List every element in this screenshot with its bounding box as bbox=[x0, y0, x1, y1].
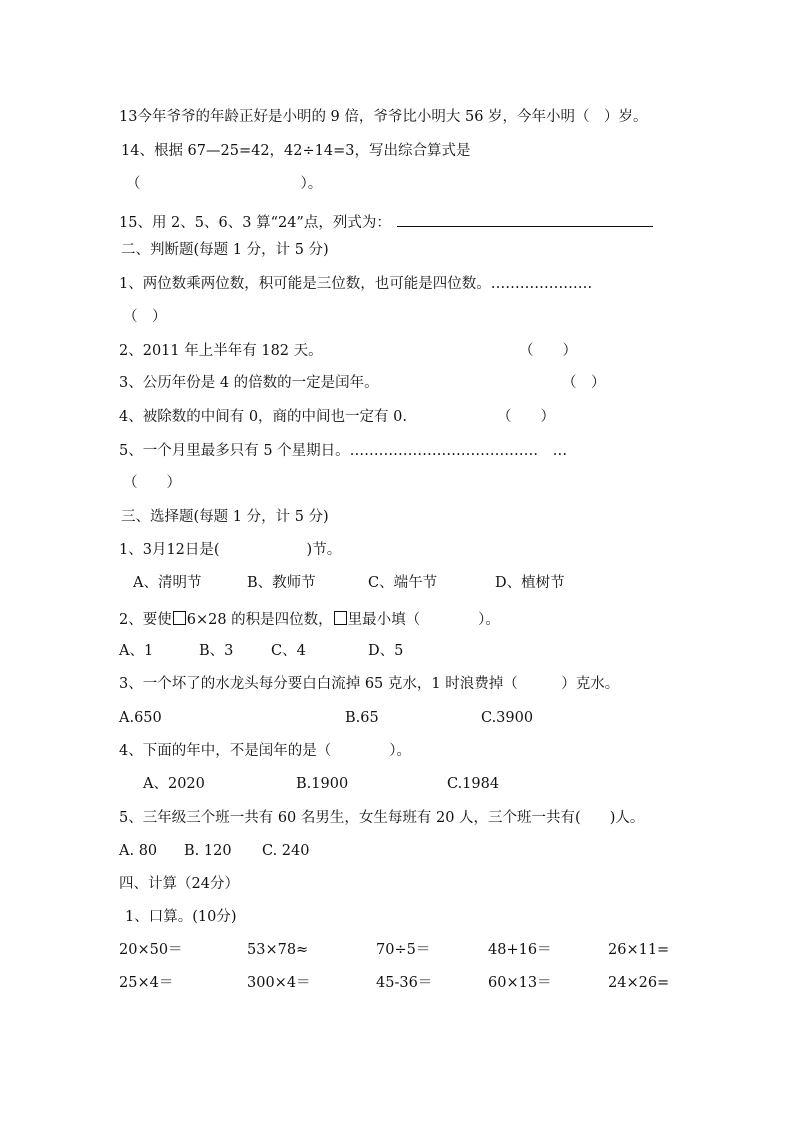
calc-item: 53×78≈ bbox=[247, 942, 309, 958]
choice-q5-option-a: A. 80 bbox=[119, 843, 158, 859]
calc-item: 20×50＝ bbox=[119, 942, 183, 958]
calc-item: 45-36＝ bbox=[376, 975, 433, 991]
judge-item-2-paren: （ ） bbox=[519, 343, 577, 359]
paren-open: （ bbox=[126, 176, 141, 192]
choice-q2-option-c: C、4 bbox=[271, 643, 306, 659]
question-15 bbox=[119, 212, 653, 231]
judge-item-2: 2、2011 年上半年有 182 天。 bbox=[119, 343, 323, 359]
choice-q1-stem: 1、3月12日是( )节。 bbox=[119, 542, 342, 558]
paren-close: ）。 bbox=[300, 176, 323, 192]
choice-q2-stem-end: 里最小填（ ）。 bbox=[347, 612, 500, 628]
judge-item-1-paren: （ ） bbox=[123, 309, 167, 325]
choice-q2-stem-start: 2、要使 bbox=[119, 612, 172, 628]
choice-q3-option-b: B.65 bbox=[345, 710, 379, 726]
calc-item: 24×26= bbox=[608, 975, 670, 991]
choice-q4-stem: 4、下面的年中，不是闰年的是（ ）。 bbox=[119, 743, 411, 759]
question-14-answer-blank bbox=[126, 177, 322, 192]
choice-q4-option-b: B.1900 bbox=[296, 776, 349, 792]
judge-item-4: 4、被除数的中间有 0，商的中间也一定有 0. bbox=[119, 409, 408, 425]
choice-q4-option-c: C.1984 bbox=[447, 776, 500, 792]
blank-box-icon bbox=[334, 611, 347, 625]
judge-item-4-paren: （ ） bbox=[497, 409, 555, 425]
choice-q2-option-d: D、5 bbox=[368, 643, 404, 659]
choice-q1-option-d: D、植树节 bbox=[495, 575, 565, 591]
choice-q3-option-c: C.3900 bbox=[481, 710, 534, 726]
choice-q1-option-b: B、教师节 bbox=[247, 575, 316, 591]
choice-q2-option-a: A、1 bbox=[119, 643, 154, 659]
question-14: 14、根据 67—25=42，42÷14=3，写出综合算式是 bbox=[121, 143, 471, 159]
choice-q1-option-c: C、端午节 bbox=[368, 575, 438, 591]
calc-item: 48+16＝ bbox=[488, 942, 552, 958]
choice-q2-stem-middle: 6×28 的积是四位数， bbox=[186, 612, 333, 628]
calc-sub1-heading: 1、口算。(10分) bbox=[125, 909, 237, 925]
choice-q3-stem: 3、一个坏了的水龙头每分要白白流掉 65 克水，1 时浪费掉（ ）克水。 bbox=[119, 676, 620, 692]
calc-item: 70÷5＝ bbox=[376, 942, 431, 958]
judge-item-1: 1、两位数乘两位数，积可能是三位数，也可能是四位数。………………… bbox=[119, 276, 593, 292]
judge-item-5: 5、一个月里最多只有 5 个星期日。………………………………… … bbox=[119, 443, 568, 459]
section-judge-heading: 二、判断题(每题 1 分，计 5 分) bbox=[121, 242, 329, 258]
question-13: 13今年爷爷的年龄正好是小明的 9 倍，爷爷比小明大 56 岁，今年小明（ ）岁。 bbox=[119, 109, 648, 125]
blank-box-icon bbox=[173, 611, 186, 625]
calc-item: 60×13＝ bbox=[488, 975, 552, 991]
calc-item: 25×4＝ bbox=[119, 975, 174, 991]
answer-line bbox=[397, 212, 653, 227]
choice-q5-stem: 5、三年级三个班一共有 60 名男生，女生每班有 20 人，三个班一共有( )人。 bbox=[119, 810, 645, 826]
section-choice-heading: 三、选择题(每题 1 分，计 5 分) bbox=[121, 509, 329, 525]
section-calc-heading: 四、计算（24分） bbox=[119, 876, 239, 892]
question-15-text: 15、用 2、5、6、3 算“24”点，列式为： bbox=[119, 215, 391, 231]
choice-q2-option-b: B、3 bbox=[199, 643, 234, 659]
choice-q4-option-a: A、2020 bbox=[143, 776, 205, 792]
judge-item-5-paren: （ ） bbox=[123, 475, 181, 491]
choice-q5-option-b: B. 120 bbox=[184, 843, 232, 859]
judge-item-3-paren: （ ） bbox=[562, 375, 606, 391]
choice-q5-option-c: C. 240 bbox=[262, 843, 310, 859]
calc-item: 26×11= bbox=[608, 942, 670, 958]
choice-q3-option-a: A.650 bbox=[119, 710, 162, 726]
choice-q2-stem bbox=[119, 611, 500, 628]
calc-item: 300×4＝ bbox=[247, 975, 311, 991]
choice-q1-option-a: A、清明节 bbox=[133, 575, 202, 591]
judge-item-3: 3、公历年份是 4 的倍数的一定是闰年。 bbox=[119, 375, 379, 391]
